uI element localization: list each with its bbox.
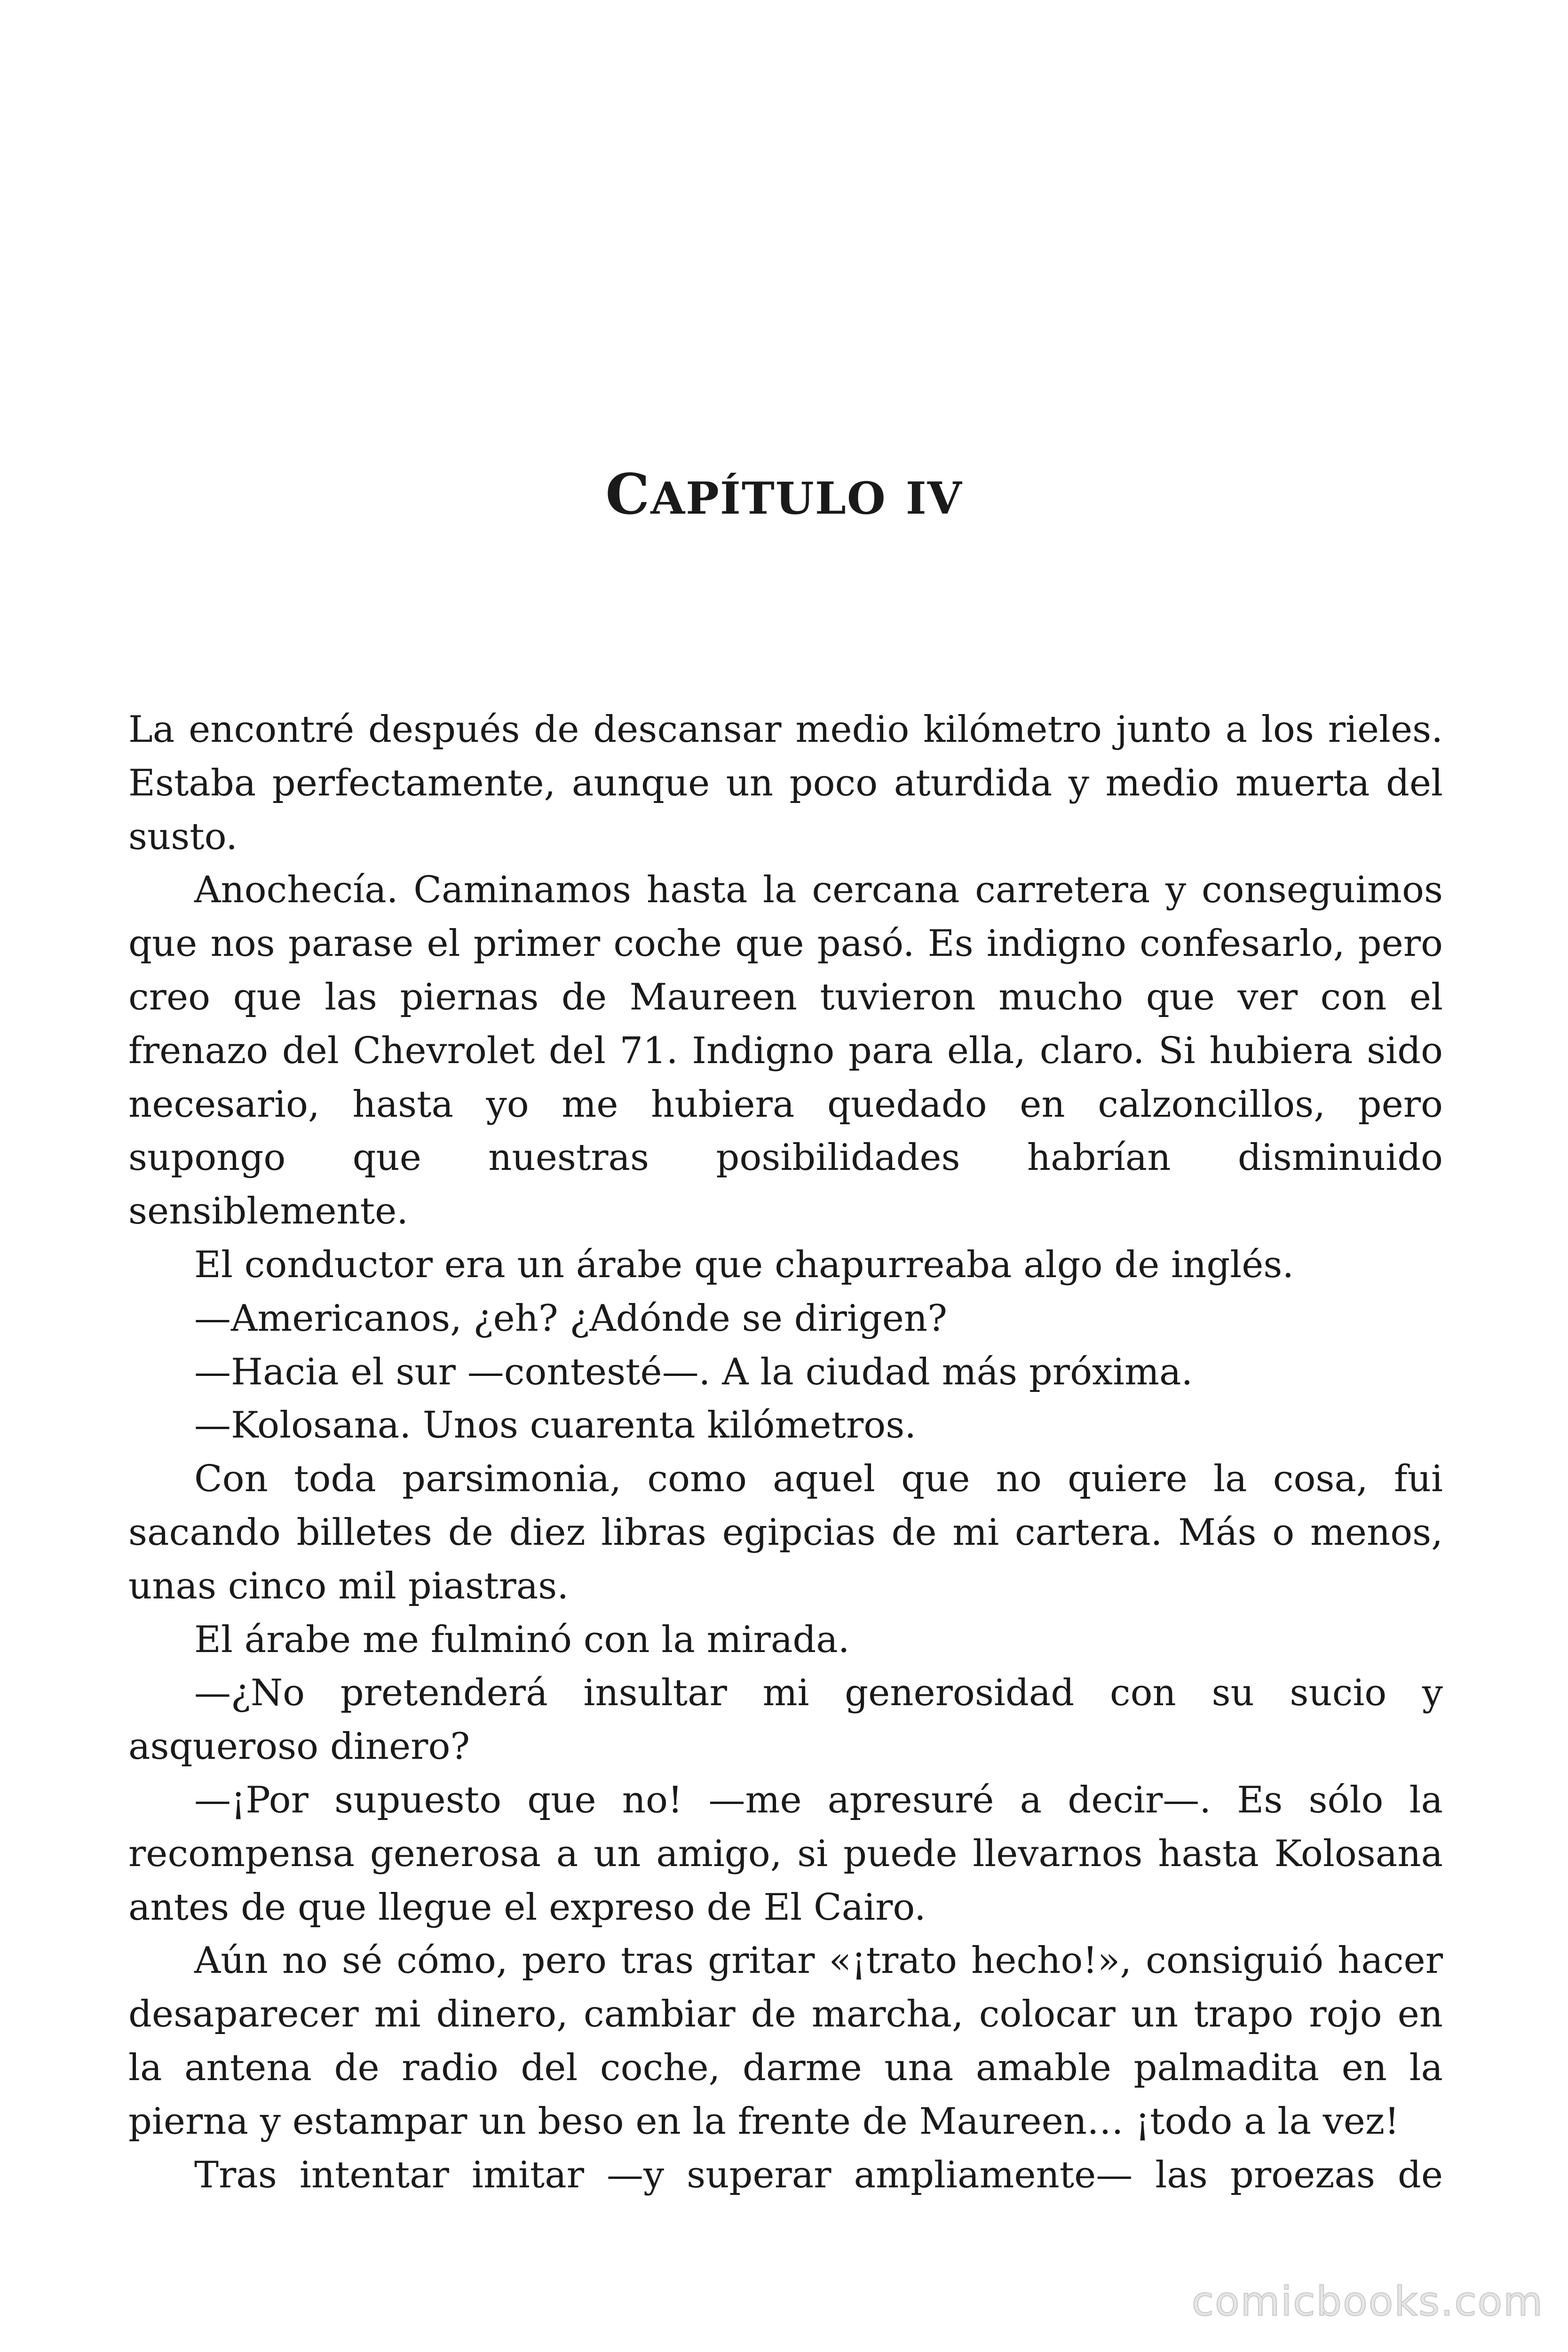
paragraph: El árabe me fulminó con la mirada. — [194, 1618, 850, 1661]
chapter-title-initial: C — [605, 461, 651, 527]
dialogue-line: —¡Por supuesto que no! —me apresuré a decir—. Es sólo la recompensa generosa a un amigo, si puede llevarnos hasta Kolosana antes de que llegue el expreso de El Cairo. — [128, 1779, 1443, 1929]
chapter-body — [128, 703, 1443, 2202]
watermark: comicbooks.com — [1191, 2278, 1544, 2325]
paragraph: Tras intentar imitar —y superar ampliamente— las proezas de — [194, 2153, 1443, 2196]
dialogue-line: —Hacia el sur —contesté—. A la ciudad más próxima. — [194, 1351, 1193, 1393]
dialogue-line: —Americanos, ¿eh? ¿Adónde se dirigen? — [194, 1297, 947, 1340]
chapter-title-number: IV — [905, 473, 963, 524]
paragraph: Aún no sé cómo, pero tras gritar «¡trato hecho!», consiguió hacer desaparecer mi dinero, cambiar de marcha, colocar un trapo rojo en la antena de radio del coche, darme una amable palmadita en la pierna y estampar un beso en la frente de Maureen… ¡todo a la vez! — [128, 1939, 1443, 2143]
dialogue-line: —¿No pretenderá insultar mi generosidad con su sucio y asqueroso dinero? — [128, 1672, 1443, 1768]
paragraph: El conductor era un árabe que chapurreaba algo de inglés. — [194, 1243, 1294, 1286]
paragraph: Anochecía. Caminamos hasta la cercana carretera y conseguimos que nos parase el primer coche que pasó. Es indigno confesarlo, pero creo que las piernas de Maureen tuvieron mucho que ver con el frenazo del Chevrolet del 71. Indigno para ella, claro. Si hubiera sido necesario, hasta yo me hubiera quedado en calzoncillos, pero supongo que nuestras posibilidades habrían disminuido sensiblemente. — [128, 869, 1443, 1233]
chapter-title-word: APÍTULO — [650, 473, 887, 524]
dialogue-line: —Kolosana. Unos cuarenta kilómetros. — [194, 1404, 917, 1447]
paragraph: Con toda parsimonia, como aquel que no quiere la cosa, fui sacando billetes de diez libras egipcias de mi cartera. Más o menos, unas cinco mil piastras. — [128, 1458, 1443, 1607]
paragraph: La encontré después de descansar medio kilómetro junto a los rieles. Estaba perfectamente, aunque un poco aturdida y medio muerta del susto. — [128, 708, 1443, 858]
chapter-title — [0, 461, 1568, 528]
